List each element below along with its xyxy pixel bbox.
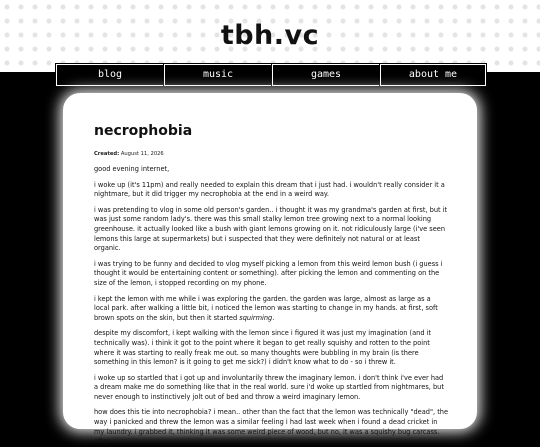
nav-games[interactable]: games — [272, 64, 380, 86]
nav-blog[interactable]: blog — [56, 64, 164, 86]
paragraph-2: i was pretending to vlog in some old person's garden.. i thought it was my grandma's garden at first, but it was just some random lady's. there was this small stalky lemon tree growing next to a normal looking greenhouse. it actually looked like a bush with giant lemons growing on it. not ridiculously large (i've seen lemons this large at supermarkets) but i suspected that they were definitely not natural or at least organic. — [94, 205, 448, 253]
nav-music[interactable]: music — [164, 64, 272, 86]
post-content — [66, 96, 474, 447]
post-card — [66, 96, 474, 446]
paragraph-4-emphasis: squirming — [239, 313, 273, 322]
created-label: Created: — [94, 151, 120, 157]
paragraph-3: i was trying to be funny and decided to vlog myself picking a lemon from this weird lemon bush (i guess i thought it would be entertaining content or something). after picking the lemon and commenting on the size of the lemon, i stopped recording on my phone. — [94, 259, 443, 287]
paragraph-4-end: . — [272, 313, 275, 322]
paragraph-1: i woke up (it's 11pm) and really needed to explain this dream that i just had. i wouldn't really consider it a nightmare, but it did trigger my necrophobia at the end in a weird way. — [94, 180, 445, 199]
site-title[interactable]: tbh.vc — [220, 20, 320, 51]
paragraph-4-text: i kept the lemon with me while i was exploring the garden. the garden was large, almost as large as a local park. after walking a little bit, i noticed the lemon was starting to change in my hands. at first, soft brown spots on the skin, but then it started — [94, 294, 438, 322]
post-title: necrophobia — [94, 123, 193, 139]
paragraph-4 — [94, 295, 448, 324]
post-created — [94, 151, 448, 157]
paragraph-greeting: good evening internet, — [94, 165, 170, 173]
paragraph-5: despite my discomfort, i kept walking with the lemon since i figured it was just my imagination (and it technically was). i think it got to the point where it began to get really squishy and rotten to the point where it was starting to really freak me out. so many thoughts were bubbling in my brain (is there something in this lemon? is it going to get me sick?) i didn't know what to do - so i threw it. — [94, 329, 432, 367]
paragraph-7: how does this tie into necrophobia? i mean.. other than the fact that the lemon was technically "dead", the way i panicked and threw the lemon was a similar feeling i had last week when i found a dead cricket in my laundry. i grabbed it, thinking it was some weird piece of wood, but no, it was a squishy bug carcass. after — [94, 408, 449, 446]
paragraph-6: i woke up so startled that i got up and involuntarily threw the imaginary lemon. i don't think i've ever had a dream make me do something like that in the real world. sure i'd woke up startled from nightmares, but never enough to instinctively jolt out of bed and throw a weird imaginary lemon. — [94, 373, 444, 401]
main-nav — [0, 64, 540, 86]
created-date: August 11, 2026 — [120, 151, 164, 157]
nav-about-me[interactable]: about me — [380, 64, 486, 86]
